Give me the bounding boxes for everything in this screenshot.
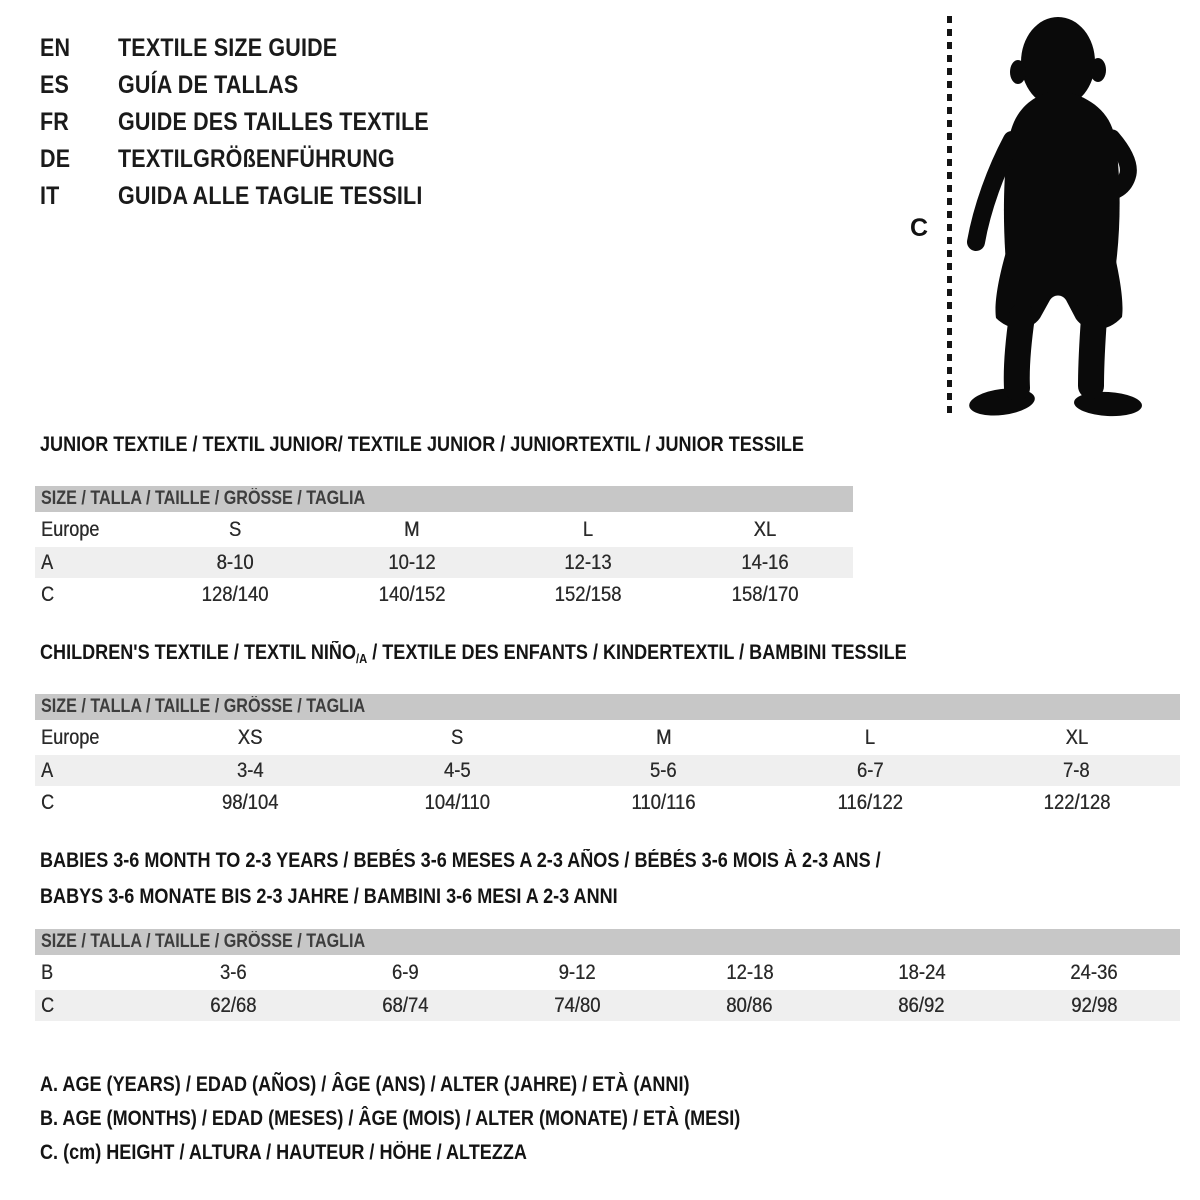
height-value: 74/80 <box>554 993 601 1017</box>
height-value: 152/158 <box>554 582 622 606</box>
nino-a-subscript: /A <box>356 651 368 666</box>
months-value: 12-18 <box>725 960 774 984</box>
months-value: 9-12 <box>558 960 596 984</box>
table-row-europe <box>35 512 853 547</box>
measure-legend <box>40 1068 854 1170</box>
table-row-months <box>35 955 1180 990</box>
row-label: C <box>41 582 55 606</box>
height-value: 98/104 <box>222 790 279 814</box>
months-value: 6-9 <box>391 960 419 984</box>
months-value: 24-36 <box>1070 960 1118 984</box>
size-value: L <box>583 517 594 541</box>
junior-size-table <box>35 486 853 611</box>
children-size-header-band <box>35 694 1180 720</box>
age-value: 12-13 <box>564 550 612 574</box>
height-value: 140/152 <box>378 582 446 606</box>
legend-line-b: B. AGE (MONTHS) / EDAD (MESES) / ÂGE (MOIS) / ALTER (MONATE) / ETÀ (MESI) <box>40 1107 741 1130</box>
table-row-height <box>35 786 1180 819</box>
age-value: 10-12 <box>388 550 436 574</box>
table-row-europe <box>35 720 1180 755</box>
height-value: 116/122 <box>837 790 903 814</box>
guide-title-de: TEXTILGRÖßENFÜHRUNG <box>118 145 395 173</box>
height-value: 104/110 <box>424 790 490 814</box>
age-value: 4-5 <box>443 758 471 782</box>
babies-size-header-band <box>35 929 1180 955</box>
row-label: Europe <box>41 517 100 541</box>
size-value: M <box>655 725 672 749</box>
junior-section-title: JUNIOR TEXTILE / TEXTIL JUNIOR/ TEXTILE JUNIOR / JUNIORTEXTIL / JUNIOR TESSILE <box>40 433 804 456</box>
size-value: S <box>229 517 242 541</box>
row-label: C <box>41 993 55 1017</box>
age-value: 7-8 <box>1063 758 1091 782</box>
size-value: XS <box>237 725 263 749</box>
age-value: 14-16 <box>741 550 789 574</box>
table-row-height <box>35 990 1180 1021</box>
row-label: A <box>41 758 54 782</box>
height-value: 128/140 <box>201 582 269 606</box>
size-header-label: SIZE / TALLA / TAILLE / GRÖSSE / TAGLIA <box>41 488 366 509</box>
row-label: B <box>41 960 54 984</box>
age-value: 3-4 <box>236 758 264 782</box>
table-row-age <box>35 547 853 578</box>
row-label: A <box>41 550 54 574</box>
height-measure-dashed-line <box>947 16 952 416</box>
children-section-title: CHILDREN'S TEXTILE / TEXTIL $NIÑO_{/A}$ / TEXTILE DES ENFANTS / KINDERTEXTIL / BAMBINI TESSILE <box>40 641 907 666</box>
guide-title-fr: GUIDE DES TAILLES TEXTILE <box>118 108 429 136</box>
size-value: S <box>450 725 464 749</box>
guide-title-en: TEXTILE SIZE GUIDE <box>118 34 338 62</box>
table-row-age <box>35 755 1180 786</box>
height-measure-label: C <box>910 214 929 242</box>
height-value: 92/98 <box>1070 993 1118 1017</box>
children-size-table <box>35 694 1180 819</box>
size-value: L <box>864 725 876 749</box>
height-value: 80/86 <box>726 993 773 1017</box>
size-guide-page: EN TEXTILE SIZE GUIDE ES GUÍA DE TALLAS FR GUIDE DES TAILLES TEXTILE DE TEXTILGRÖßENFÜHRUNG IT GUIDA ALLE TAGLIE TESSILI C JUNIOR TEXTILE / TEXTIL JUNIOR/ TEXTILE JUNIOR / JUNIORTEXTIL / JUNIOR TESSILE SIZE / TALLA / TAILLE / GRÖSSE / TAGLIA Europe S M L XL A 8-10 10-12 12-13 14-16 C 128/140 140/152 152/158 158/170 CHILDREN'S TEXTILE / TEXTIL $NIÑO_{/A}$ / TEXTILE DES ENFANTS / KINDERTEXTIL / BAMBINI TESSILE SIZE / TALLA / TAILLE / GRÖSSE / TAGLIA Europe XS S M L XL A 3-4 4-5 5-6 6-7 7-8 C 98/104 104/110 110/116 116/122 122/128 BABIES 3-6 MONTH TO 2-3 YEARS / BEBÉS 3-6 MESES A 2-3 AÑOS / BÉBÉS 3-6 MOIS À 2-3 ANS / BABYS 3-6 MONATE BIS 2-3 JAHRE / BAMBINI 3-6 MESI A 2-3 ANNI SIZE / TALLA / TAILLE / GRÖSSE / TAGLIA B 3-6 6-9 9-12 12-18 18-24 24-36 C 62/68 68/74 74/80 80/86 86/92 92/98 A. AGE (YEARS) / EDAD (AÑOS) / ÂGE (ANS) / ALTER (JAHRE) / ETÀ (ANNI) B. AGE (MONTHS) / EDAD (MESES) / ÂGE (MOIS) / ALTER (MONATE) / ETÀ (MESI) C. (cm) HEIGHT / ALTURA / HAUTEUR / HÖHE / ALTEZZA <box>0 0 1200 1200</box>
toddler-silhouette-image <box>956 12 1150 424</box>
guide-title-es: GUÍA DE TALLAS <box>118 71 299 99</box>
size-header-label: SIZE / TALLA / TAILLE / GRÖSSE / TAGLIA <box>41 696 366 717</box>
height-value: 68/74 <box>382 993 429 1017</box>
height-value: 158/170 <box>731 582 799 606</box>
table-row-height <box>35 578 853 611</box>
junior-size-header-band <box>35 486 853 512</box>
babies-section-title-line2: BABYS 3-6 MONATE BIS 2-3 JAHRE / BAMBINI 3-6 MESI A 2-3 ANNI <box>40 885 618 908</box>
row-label: C <box>41 790 55 814</box>
age-value: 6-7 <box>856 758 884 782</box>
height-value: 86/92 <box>898 993 945 1017</box>
size-value: M <box>404 517 420 541</box>
legend-line-c: C. (cm) HEIGHT / ALTURA / HAUTEUR / HÖHE / ALTEZZA <box>40 1141 527 1164</box>
age-value: 8-10 <box>216 550 254 574</box>
legend-line-a: A. AGE (YEARS) / EDAD (AÑOS) / ÂGE (ANS) / ALTER (JAHRE) / ETÀ (ANNI) <box>40 1073 690 1096</box>
size-value: XL <box>753 517 777 541</box>
babies-size-table <box>35 929 1180 1021</box>
height-value: 122/128 <box>1043 790 1111 814</box>
months-value: 18-24 <box>898 960 946 984</box>
height-value: 110/116 <box>631 790 696 814</box>
size-value: XL <box>1065 725 1088 749</box>
guide-title-it: GUIDA ALLE TAGLIE TESSILI <box>118 182 423 210</box>
months-value: 3-6 <box>219 960 247 984</box>
age-value: 5-6 <box>650 758 677 782</box>
size-header-label: SIZE / TALLA / TAILLE / GRÖSSE / TAGLIA <box>41 931 366 952</box>
babies-section-title-line1: BABIES 3-6 MONTH TO 2-3 YEARS / BEBÉS 3-6 MESES A 2-3 AÑOS / BÉBÉS 3-6 MOIS À 2-3 ANS / <box>40 849 881 872</box>
row-label: Europe <box>41 725 100 749</box>
height-value: 62/68 <box>209 993 257 1017</box>
